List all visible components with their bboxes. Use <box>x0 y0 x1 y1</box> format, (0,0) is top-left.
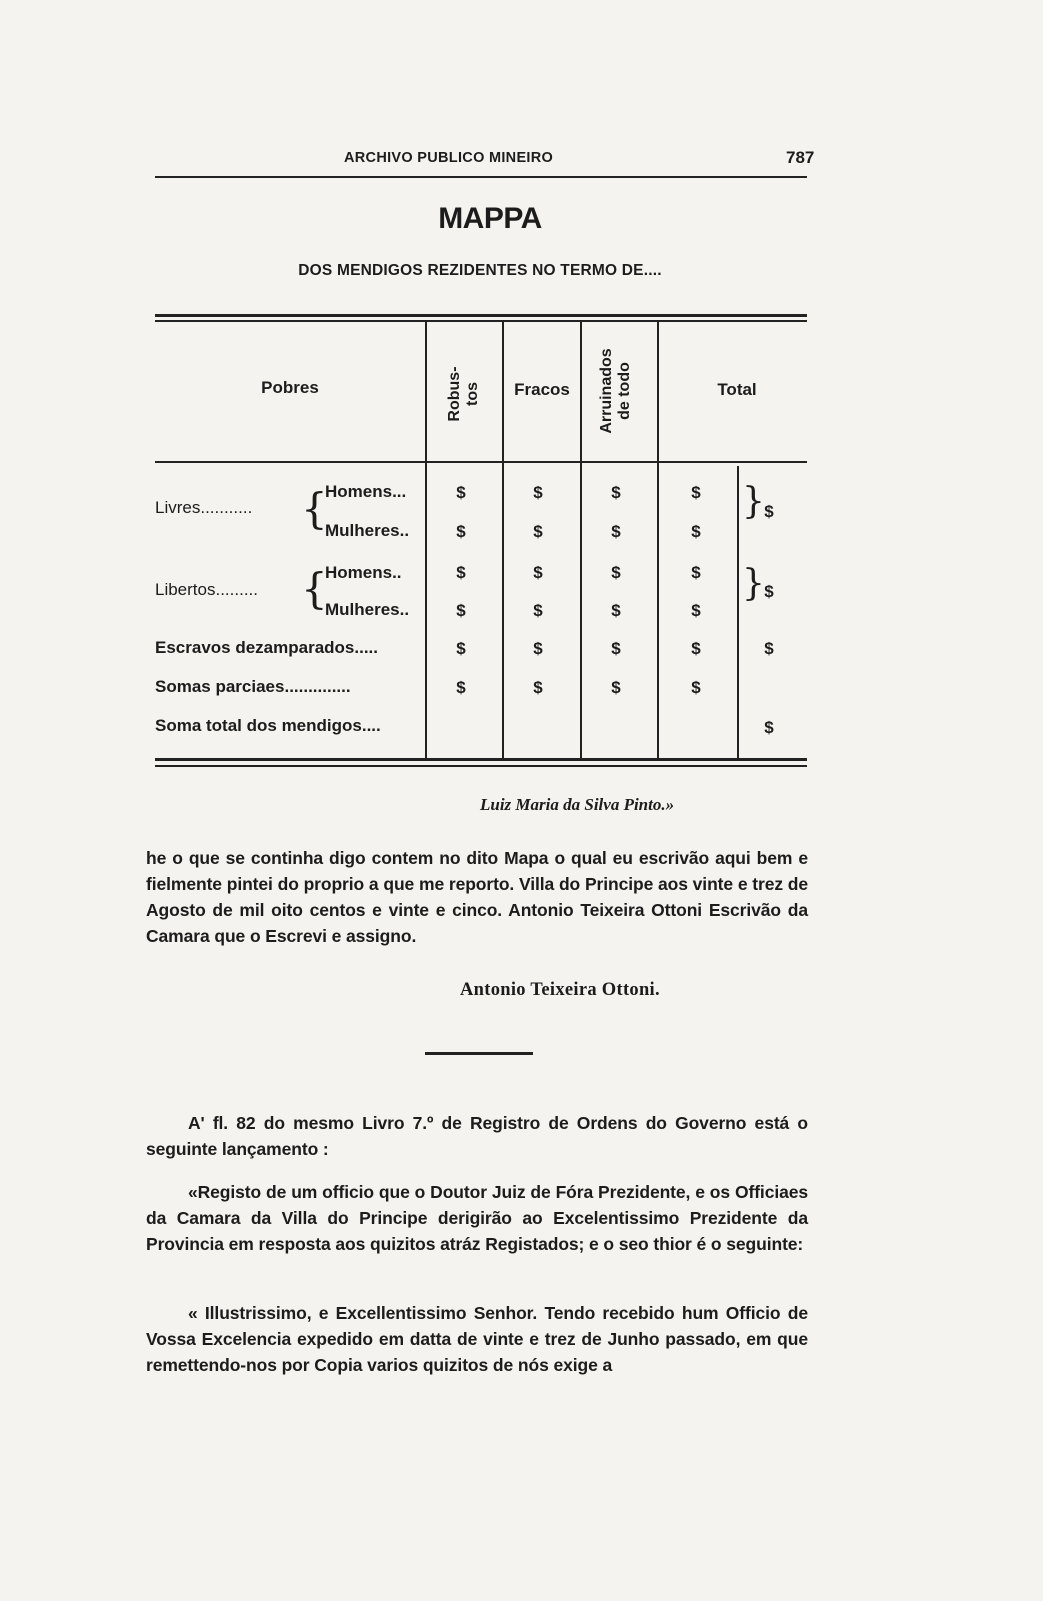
cell-dollar: $ <box>456 639 466 658</box>
paragraph-registo-officio: «Registo de um officio que o Doutor Juiz de Fóra Prezidente, e os Officiaes da Camara da Villa do Principe derigirão ao Excelentissimo Prezidente da Provincia em resposta aos quizitos atráz Registados; e o seo thior é o seguinte: <box>146 1182 808 1254</box>
col-header-total: Total <box>717 380 757 399</box>
col-header-pobres: Pobres <box>261 378 319 397</box>
cell-dollar: $ <box>456 563 466 582</box>
cell-dollar: $ <box>611 639 621 658</box>
cell-dollar: $ <box>764 718 774 737</box>
running-header-title: ARCHIVO PUBLICO MINEIRO <box>344 150 554 166</box>
cell-dollar: $ <box>764 502 774 521</box>
cell-dollar: $ <box>691 483 701 502</box>
cell-dollar: $ <box>533 522 543 541</box>
cell-dollar: $ <box>456 601 466 620</box>
paragraph-registro: A' fl. 82 do mesmo Livro 7.º de Registro de Ordens do Governo está o seguinte lançamento : <box>146 1113 808 1159</box>
cell-dollar: $ <box>611 483 621 502</box>
cell-dollar: $ <box>611 522 621 541</box>
row-label-soma-total: Soma total dos mendigos.... <box>155 716 381 735</box>
cell-dollar: $ <box>533 483 543 502</box>
row-label-livres: Livres........... <box>155 498 253 517</box>
cell-dollar: $ <box>456 678 466 697</box>
col-header-robustos: Robus- tos <box>446 366 481 422</box>
cell-dollar: $ <box>691 639 701 658</box>
paragraph-mapa-conclusion: he o que se continha digo contem no dito Mapa o qual eu escrivão aqui bem e fielmente pintei do proprio a que me reporto. Villa do Principe aos vinte e trez de Agosto de mil oito centos e vinte e cinco. Antonio Teixeira Ottoni Escrivão da Camara que o Escrevi e assigno. <box>146 848 808 946</box>
map-signature: Luiz Maria da Silva Pinto.» <box>480 795 675 814</box>
brace-libertos: { <box>301 564 328 613</box>
cell-dollar: $ <box>691 522 701 541</box>
cell-dollar: $ <box>691 601 701 620</box>
cell-dollar: $ <box>533 563 543 582</box>
row-label-libertos: Libertos......... <box>155 580 258 599</box>
cell-dollar: $ <box>456 483 466 502</box>
cell-dollar: $ <box>611 563 621 582</box>
cell-dollar: $ <box>691 678 701 697</box>
row-label-escravos: Escravos dezamparados..... <box>155 638 378 657</box>
row-label-homens-libertos: Homens.. <box>325 563 402 582</box>
cell-dollar: $ <box>611 678 621 697</box>
section-divider <box>425 1052 533 1055</box>
cell-dollar: $ <box>456 522 466 541</box>
row-label-mulheres-libertos: Mulheres.. <box>325 600 410 619</box>
header-rule <box>155 176 807 178</box>
map-title: MAPPA <box>438 202 542 235</box>
brace-total-libertos: } <box>742 563 765 604</box>
col-header-arruinados: Arruinados de todo <box>598 348 633 434</box>
row-label-homens-livres: Homens... <box>325 482 407 501</box>
row-label-somas-parciaes: Somas parciaes.............. <box>155 677 351 696</box>
cell-dollar: $ <box>764 639 774 658</box>
brace-total-livres: } <box>742 481 765 522</box>
cell-dollar: $ <box>691 563 701 582</box>
signature-antonio: Antonio Teixeira Ottoni. <box>460 980 660 1000</box>
map-subtitle: DOS MENDIGOS REZIDENTES NO TERMO DE.... <box>298 262 662 279</box>
paragraph-illustrissimo: « Illustrissimo, e Excellentissimo Senhor. Tendo recebido hum Officio de Vossa Excelencia expedido em datta de vinte e trez de Junho passado, em que remettendo-nos por Copia varios quizitos de nós exige a <box>146 1303 808 1375</box>
page-number: 787 <box>786 148 815 167</box>
col-header-fracos: Fracos <box>514 380 570 399</box>
cell-dollar: $ <box>611 601 621 620</box>
cell-dollar: $ <box>533 601 543 620</box>
row-label-mulheres-livres: Mulheres.. <box>325 521 410 540</box>
brace-livres: { <box>301 484 328 533</box>
cell-dollar: $ <box>764 582 774 601</box>
cell-dollar: $ <box>533 678 543 697</box>
cell-dollar: $ <box>533 639 543 658</box>
